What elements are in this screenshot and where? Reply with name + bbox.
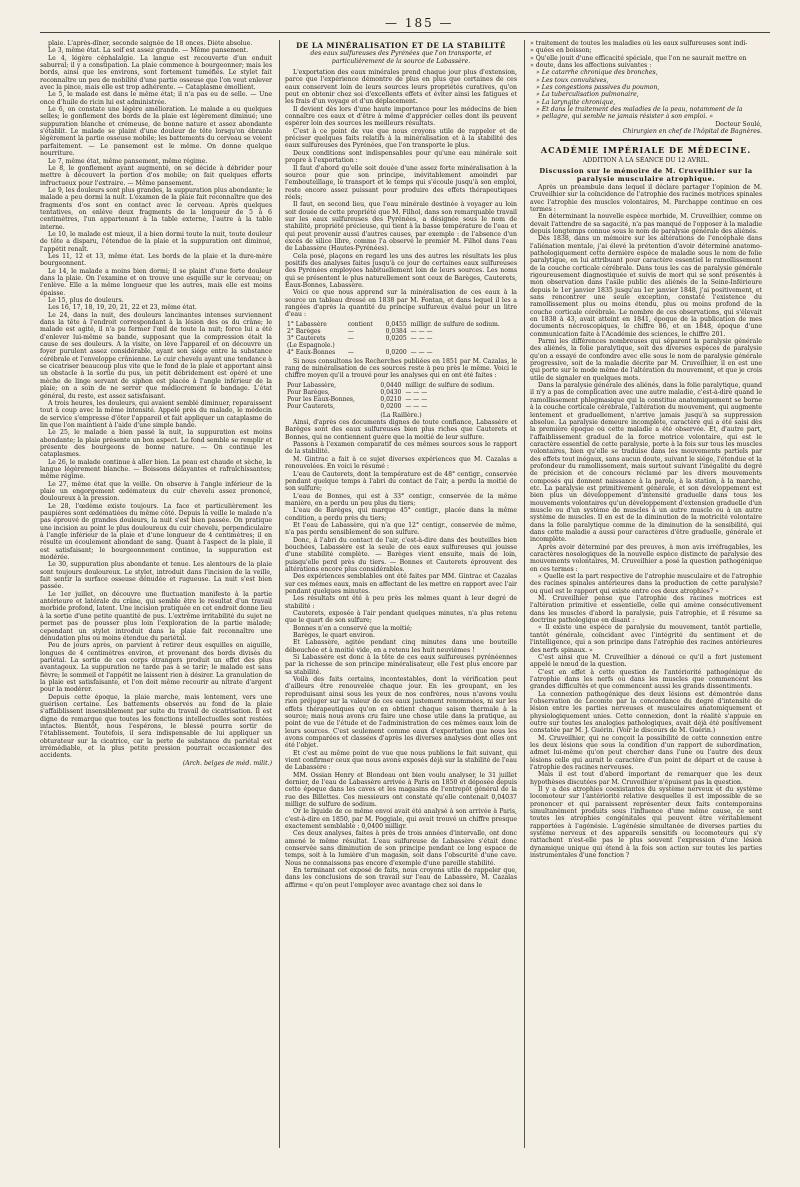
affection-item: » La tuberculisation pulmonaire, xyxy=(536,91,639,99)
session-heading: ADDITION À LA SÉANCE DU 12 AVRIL. xyxy=(582,156,710,164)
article-paragraph: Barèges, le quart environ. xyxy=(293,632,375,640)
article-paragraph: En terminant cet exposé de faits, nous croyons utile de rappeler que, dans les conclusions de son travail sur l'eau de Labassère, M. Cazalas affirme « qu'on peut l'employer avec avantage chez soi dans le xyxy=(285,867,517,889)
table-row xyxy=(285,321,517,328)
academy-paragraph: Il y a des atrophies coexistantes du système nerveux et du système locomoteur sur l'antériorité relative desquelles il est impossible de se prononcer et qui paraissent représenter deux faits contemporains simultanément produits sous l'influence d'une même cause, ce sont toutes les atrophies congénitales qui peuvent être véritablement rapportées à l'agénésie. L'agénésie simultanée de diverses parties du système nerveux et des appareils sensitifs ou locomoteurs qui s'y rattachent n'est-elle pas le plus souvent l'expression d'une lésion dynamique unique qui étend à la fois son action sur toutes les parties instrumentales d'une fonction ? xyxy=(530,786,762,860)
table-cell-unit: — — — xyxy=(405,388,428,396)
case-paragraph: Les 11, 12 et 13, même état. Les bords de la plaie et la dure-mère bourgeonnent. xyxy=(40,252,272,268)
case-paragraph: Le 24, dans la nuit, des douleurs lancinantes intenses surviennent dans la tête à l'endroit correspondant à la lésion des os du crâne; le malade est agité, il n'a pu fermer l'œil de toute la nuit; force lui a été d'enlever lui-même sa bande, supposant que la compression était la cause de ses douleurs. A la visite, on lève l'appareil et on découvre un foyer purulent assez considérable, ayant son siége entre la substance cérébrale et l'enveloppe crânienne. Le cuir chevelu ayant une tendance à se cicatriser beaucoup plus vite que le fond de la plaie et apportant ainsi un obstacle à la sortie du pus, un petit débridement est opéré et une mèche de linge servant de siphon est placée à l'angle inférieur de la plaie; on a soin de ne serrer que médiocrement le bandage. L'état général, du reste, est assez satisfaisant. xyxy=(40,311,272,400)
article-paragraph: Voilà des faits certains, incontestables, dont la vérification peut d'ailleurs être renouvelée chaque jour. En les groupant, en les reproduisant ainsi sous les yeux de nos confrères, nous n'avons voulu rien préjuger sur la valeur de ces eaux justement renommées, ni sur les effets thérapeutiques qu'on en obtient chaque saison thermale à la source; mais nous avons cru faire une chose utile dans la pratique, au point de vue de l'étude et de l'administration de ces mêmes eaux loin de leurs sources. C'est seulement comme eaux d'exportation que nous les avons comparées et classées d'après les diverses analyses dont elles ont été l'objet. xyxy=(285,676,517,750)
article-paragraph: Il faut, en second lieu, que l'eau minérale destinée à voyager au loin soit douée de cette propriété que M. Filhol, dans son remarquable travail sur les eaux sulfureuses des Pyrénées, a désignée sous le nom de stabilité, propriété précieuse, qui tient à la basse température de l'eau et qui peut provenir aussi d'autres causes, par exemple : de l'absence d'un excès de silice libre, comme l'a observé le premier M. Filhol dans l'eau de Labassère (Hautes-Pyrénées). xyxy=(285,201,517,253)
table-cell-unit: — — — xyxy=(410,334,433,342)
table-cell-value: 0,0430 xyxy=(380,388,402,396)
case-paragraph: Le 4, légère céphalalgie. La langue est recouverte d'un enduit saburral; il y a constipation. La plaie commence à bourgeonner; mais les bords, ainsi que les environs, sont fortement tuméfiés. Le stylet fait reconnaître un peu de mobilité d'une partie osseuse que l'on veut enlever avec la pince, mais elle est trop adhérente. — Cataplasme émollient. xyxy=(40,54,272,92)
case-paragraph: Le 1er juillet, on découvre une fluctuation manifeste à la partie antérieure et latérale du crâne, qui semble être le résultat d'un travail morbide profond, latent. Une incision pratiquée en cet endroit donne lieu à la sortie d'une petite quantité de pus. L'extrême irritabilité du sujet ne permet pas de pousser plus loin l'exploration de la partie malade; cependant un stylet introduit dans la plaie fait reconnaître une dénudation plus ou moins étendue du pariétal. xyxy=(40,590,272,642)
column-divider xyxy=(279,40,280,1148)
article-paragraph: Les résultats ont été à peu près les mêmes quant à leur degré de stabilité : xyxy=(285,595,517,610)
case-paragraph: Le 27, même état que la veille. On observe à l'angle inférieur de la plaie un engorgement œdémateux du cuir chevelu assez prononcé, douloureux à la pression. xyxy=(40,480,272,503)
newspaper-page xyxy=(40,12,770,1172)
table-note: (La Raillère.) xyxy=(380,411,422,419)
table-cell-name: 1° Labassère xyxy=(287,320,327,328)
affection-item: » La laryngite chronique, xyxy=(536,98,616,106)
academy-paragraph: « Il existe une espèce de paralysie du mouvement, tantôt partielle, tantôt générale, coïncidant avec l'intégrité du sentiment et de l'intelligence, qui a son principe dans l'atrophie des racines antérieures des nerfs spinaux. » xyxy=(530,624,762,654)
article-paragraph: Et Labassère, agitée pendant cinq minutes dans une bouteille débouchée et à moitié vide, en a retenu les huit neuvièmes ! xyxy=(285,639,517,654)
case-paragraph: Le 6, on constate une légère amélioration. Le malade a eu quelques selles; le gonflement des bords de la plaie est légèrement diminué; une suppuration blanche et crémeuse, de bonne nature et assez abondante s'établit. Le malade se plaint d'une douleur de tête lorsqu'on ébranle légèrement la partie osseuse mobile; les battements du cerveau se voient parfaitement. — Le pansement est le même. On donne quelque nourriture. xyxy=(40,106,272,158)
table-row xyxy=(285,349,517,356)
academy-paragraph: M. Cruveilhier, qui ne conçoit la possibilité de cette connexion entre les deux lésions que sous la condition d'un rapport de subordination, admet lui-même qu'on peut chercher dans l'une ou l'autre des deux lésions celle qui aurait le caractère d'un point de départ et de cause à l'atrophie des racines nerveuses. xyxy=(530,734,762,771)
quote-intro xyxy=(530,40,762,69)
article-paragraph: Si nous consultons les Recherches publiées en 1851 par M. Cazalas, le rang de minéralisation de ces sources reste à peu près le même. Voici le chiffre moyen qu'il a trouvé pour les analyses qui en ont été faites : xyxy=(285,357,517,380)
case-paragraph: plaie. L'après-dîner, seconde saignée de 18 onces. Diète absolue. xyxy=(48,40,253,47)
article-paragraph: Et l'eau de Labassère, qui n'a que 12° centigr., conservée de même, n'a pas perdu sensiblement de son sulfure. xyxy=(285,521,517,537)
article-paragraph: C'est à ce point de vue que nous croyons utile de rappeler et de préciser quelques faits relatifs à la minéralisation et à la stabilité des eaux sulfureuses des Pyrénées, que l'on transporte le plus. xyxy=(285,127,517,150)
table-cell-name: Pour Cauterets, xyxy=(287,402,335,410)
source-citation: (Arch. belges de méd. milit.) xyxy=(182,759,272,767)
article-paragraph: L'eau de Bonnes, qui est à 33° centigr., conservée de la même manière, en a perdu un peu plus du tiers; xyxy=(285,492,517,507)
case-paragraph: Peu de jours après, on parvient à retirer deux esquilles en aiguille, longues de 4 centimètres environ, et provenant des bords divisés du pariétal. La sortie de ces corps étrangers produit un effet des plus avantageux. La suppuration ne tarde pas à se tarir; le malade est sans fièvre; le sommeil et l'appétit ne laissent rien à désirer. La granulation de la plaie est satisfaisante, et l'on doit même recourir au nitrate d'argent pour la modérer. xyxy=(40,642,272,694)
table-cell-value: 0,0200 xyxy=(385,348,407,356)
page-number: — 185 — xyxy=(385,16,454,30)
case-paragraph: Le 3, même état. La soif est assez grande. — Même pansement. xyxy=(48,47,249,55)
table-cell-unit: — — — xyxy=(410,327,433,335)
article-paragraph: M. Gintrac a fait à ce sujet diverses expériences que M. Cazalas a renouvelées. En voici le résumé : xyxy=(285,455,517,471)
academy-paragraph: C'est en effet à cette question de l'antériorité pathogénique de l'atrophie dans les nerfs ou dans les muscles que commencent les grandes difficultés et que commencent aussi les grands dissentiments. xyxy=(530,668,762,691)
article-paragraph: Ainsi, d'après ces documents dignes de toute confiance, Labassère et Barèges sont des eaux sulfureuses bien plus riches que Cauterets et Bonnes, qui ne contiennent guère que la moitié de leur sulfure. xyxy=(285,419,517,441)
article-paragraph: Cauterets, exposée à l'air pendant quelques minutes, n'a plus retenu que le quart de son sulfure; xyxy=(285,610,517,625)
table-cell-value: 0,0455 xyxy=(385,320,407,328)
quote-line: » doute, dans les affections suivantes : xyxy=(530,62,652,70)
table-cell-unit: — — — xyxy=(405,395,428,403)
article-paragraph: Or le liquide de ce même envoi avait été analysé à son arrivée à Paris, c'est-à-dire en 1850, par M. Poggiale, qui avait trouvé un chiffre presque exactement semblable : 0,0400 milligr. xyxy=(285,808,517,830)
table-cell-name: 2° Barèges xyxy=(287,327,321,335)
article-paragraph: Il devient dès lors d'une haute importance pour les médecins de bien connaître ces eaux et d'être à même d'apprécier celles dont ils peuvent espérer loin des sources les meilleurs résultats. xyxy=(285,105,517,128)
case-paragraph: Le 25, le malade a bien passé la nuit, la suppuration est moins abondante; la plaie présente un bon aspect. Le fond semble se remplir et présente des bourgeons de bonne nature. — On continue les cataplasmes. xyxy=(40,429,272,459)
column-1 xyxy=(40,40,272,1148)
table-row xyxy=(285,382,517,389)
case-paragraph: Le 5, le malade est dans le même état; il n'a pas eu de selle. — Une once d'huile de ricin lui est administrée. xyxy=(40,91,272,106)
affection-item: » Les congestions passives du poumon, xyxy=(536,84,660,92)
article-paragraph: Donc, à l'abri du contact de l'air, c'est-à-dire dans des bouteilles bien bouchées, Labassère est la seule de ces eaux sulfureuses qui jouisse d'une stabilité complète. — Barèges vient ensuite, mais de loin, puisqu'elle perd près du tiers. — Bonnes et Cauterets éprouvent des altérations encore plus considérables. xyxy=(285,536,517,573)
table-cell-verb: — xyxy=(347,334,354,342)
header-rule xyxy=(40,32,770,33)
table-cell-verb: — xyxy=(347,327,354,335)
table-cell-name: Pour les Eaux-Bonnes, xyxy=(287,395,355,403)
article-paragraph: Ces deux analyses, faites à près de trois années d'intervalle, ont donc amené le même résultat. L'eau sulfureuse de Labassère s'était donc conservée sans diminution de son principe pendant ce long espace de temps, soit à la lumière d'un magasin, soit dans l'obscurité d'une cave. Nous ne connaissons pas encore d'exemple d'une pareille stabilité. xyxy=(285,830,517,867)
table-row xyxy=(285,396,517,403)
table-cell-name: Pour Labassère, xyxy=(287,381,337,389)
case-paragraph: Le 15, plus de douleurs. xyxy=(48,297,124,305)
table-row xyxy=(285,335,517,342)
academy-paragraph: La connexion pathogénique des deux lésions est démontrée dans l'observation de Lecomte par la concordance du degré d'intensité de lésion entre les parties nerveuses et musculaires anatomiquement et physiologiquement unies. Cette connexion, dont la réalité s'appuie en outre sur toutes les analogies pathologiques, avait déjà été positivement constatée par M. J. Guérin. (Voir le discours de M. Guérin.) xyxy=(530,690,762,735)
article-paragraph: Il faut d'abord qu'elle soit douée d'une assez forte minéralisation à la source pour que son principe, inévitablement amoindri par l'embouteillage, le transport et le temps qui s'écoule jusqu'à son emploi, reste encore assez puissant pour produire des effets thérapeutiques réels; xyxy=(285,164,517,201)
article-paragraph: Cela posé, plaçons en regard les uns des autres les résultats les plus positifs des analyses faites jusqu'à ce jour de certaines eaux sulfureuses des Pyrénées employées habituellement loin de leurs sources. Les noms qui se présentent le plus naturellement sont ceux de Barèges, Cauterets, Eaux-Bonnes, Labassère. xyxy=(285,252,517,289)
table-cell-unit: milligr. de sulfure de sodium. xyxy=(410,320,500,328)
affection-item: » Le catarrhe chronique des bronches, xyxy=(536,69,658,77)
column-3 xyxy=(530,40,762,1148)
table-cell-name: 4° Eaux-Bonnes xyxy=(287,348,336,356)
case-paragraph: Le 8, le gonflement ayant augmenté, on se décide à débrider pour mettre à découvert la portion d'os mobile; on fait quelques efforts infructueux pour l'extraire. — Même pansement. xyxy=(40,164,272,187)
article-body-a xyxy=(285,69,517,319)
table-cell-unit: — — — xyxy=(410,348,433,356)
case-paragraph: Le 28, l'œdème existe toujours. La face et particulièrement les paupières sont œdématiées du même côté. Depuis la veille le malade n'a pas éprouvé de grandes douleurs, la nuit s'est bien passée. On pratique une incision au point le plus douloureux du cuir chevelu, perpendiculaire à l'angle inférieur de la plaie et d'une longueur de 4 centimètres; il en résulte un écoulement abondant de sang. Quant à l'aspect de la plaie, il est satisfaisant; le bourgeonnement continue, la suppuration est modérée. xyxy=(40,502,272,562)
article-paragraph: Passons à l'examen comparatif de ces mêmes sources sous le rapport de la stabilité. xyxy=(285,441,517,456)
academy-paragraph: Après un préambule dans lequel il déclare partager l'opinion de M. Cruveilhier sur la coïncidence de l'atrophie des racines motrices spinales avec l'atrophie des muscles volontaires, M. Parchappe continue en ces termes : xyxy=(530,183,762,213)
section-separator xyxy=(560,139,732,141)
table-cell-value xyxy=(380,342,409,349)
article-paragraph: Des expériences semblables ont été faites par MM. Gintrac et Cazalas sur ces mêmes eaux, mais en affectant de les mettre en rapport avec l'air pendant quelques minutes. xyxy=(285,573,517,595)
quote-line: » traitement de toutes les maladies où les eaux sulfureuses sont indi- xyxy=(530,40,748,47)
table-cell-unit xyxy=(409,342,517,349)
article-paragraph: L'eau de Barèges, qui marque 45° centigr., placée dans la même condition, a perdu près du tiers; xyxy=(285,507,517,522)
academy-body xyxy=(530,184,762,860)
case-paragraph: Les 16, 17, 18, 19, 20, 21, 22 et 23, même état. xyxy=(48,304,197,312)
academy-paragraph: En déterminant la nouvelle espèce morbide, M. Cruveilhier, comme on devait l'attendre de sa sagacité, n'a pas manqué de l'opposer à la maladie depuis longtemps connue sous le nom de paralysie générale des aliénés. xyxy=(530,213,762,235)
discussion-heading: Discussion sur le mémoire de M. Cruveilhier sur la paralysie musculaire atrophique. xyxy=(539,167,753,183)
academy-paragraph: C'est ainsi que M. Cruveilhier a dénoué ce qu'il a fort justement appelé le nœud de la question. xyxy=(530,653,762,669)
case-paragraph: Le 7, même état, même pansement, même régime. xyxy=(48,157,208,165)
academy-heading: ACADÉMIE IMPÉRIALE DE MÉDECINE. xyxy=(540,145,752,156)
academy-paragraph: M. Cruveilhier pense que l'atrophie des racines motrices est l'altération primitive et essentielle, celle qui amène consécutivement dans les muscles d'abord la paralysie, puis l'atrophie, et il résume sa doctrine pathologique en disant : xyxy=(530,595,762,625)
table-cell-value: 0,0440 xyxy=(380,381,402,389)
table-cell-unit: — — — xyxy=(405,402,428,410)
affection-item: » Les toux convulsives, xyxy=(536,76,609,84)
academy-paragraph: Dès 1838, dans un mémoire sur les altérations de l'encéphale dans l'aliénation mentale, j'ai élevé la prétention d'avoir déterminé anatomo-pathologiquement cette dernière espèce de maladie sous le nom de folie paralytique, en lui attribuant pour caractère essentiel le ramollissement de la couche corticale cérébrale. Dans tous les cas de paralysie générale rigoureusement diagnostiquée et suivis de mort qui se sont présentés à mon observation dans l'asile public des aliénés de la Seine-Inférieure depuis le 1er janvier 1835 jusqu'au 1er janvier 1848, j'ai positivement, et sans rencontrer une seule exception, constaté l'existence du ramollissement plus ou moins étendu, plus ou moins profond de la couche corticale cérébrale. Le nombre de ces observations, qui s'élevait en 1838 à 43, avait atteint en 1841, époque de la publication de mes documents nécroscopiques, le chiffre 86, et en 1848, époque d'une communication faite à l'Académie des sciences, le chiffre 201. xyxy=(530,235,762,338)
case-paragraph: Le 14, le malade a moins bien dormi; il se plaint d'une forte douleur dans la plaie. On l'examine et on trouve une esquille sur le cerveau; on l'enlève. Elle a la même longueur que les autres, mais elle est moins épaisse. xyxy=(40,267,272,297)
affection-item: » Et dans le traitement des maladies de la peau, notamment de la xyxy=(536,106,743,114)
article-paragraph: MM. Ossian Henry et Blondeau ont bien voulu analyser, le 31 juillet dernier, de l'eau de Labassère arrivée à Paris en 1850 et déposée depuis cette époque dans les caves et les magasins de l'entrepôt général de la rue des Billettes. Ces messieurs ont constaté qu'elle contenait 0,04037 milligr. de sulfure de sodium. xyxy=(285,771,517,808)
article-paragraph: L'exportation des eaux minérales prend chaque jour plus d'extension, parce que l'expérience démontre de plus en plus que certaines de ces eaux conservent loin de leurs sources leurs propriétés curatives, qu'on peut en obtenir chez soi d'excellents effets et éviter ainsi les fatigues et les frais d'un voyage et d'un déplacement. xyxy=(285,69,517,106)
quote-line: » quées en boisson; xyxy=(530,47,592,55)
table-cell-unit: milligr. de sulfure de sodium. xyxy=(405,381,495,389)
table-row xyxy=(285,403,517,410)
table-cell-name: Pour Barèges, xyxy=(287,388,330,396)
article-subtitle: des eaux sulfureuses des Pyrénées que l'on transporte, et particulièrement de la source de Labassère. xyxy=(310,50,492,65)
table-cell-name: (Le Espagnole.) xyxy=(287,341,335,349)
article-paragraph: Deux conditions sont indispensables pour qu'une eau minérale soit propre à l'exportation : xyxy=(285,149,517,165)
academy-paragraph: Dans la paralysie générale des aliénés, dans la folie paralytique, quand il n'y a pas de complication avec une autre maladie, c'est-à-dire quand le ramollissement phlegmasique qui la constitue anatomiquement se borne à la couche corticale cérébrale, l'altération du mouvement, qui augmente lentement et graduellement, n'arrive jamais jusqu'à sa suppression absolue. La paralysie demeure incomplète, caractère qui a été saisi dès la première époque où cette maladie a été observée. Et, d'autre part, l'affaiblissement graduel de la force motrice volontaire, qui est le caractère essentiel de cette paralysie, porte à la fois sur tous les muscles volontaires, bien qu'elle se traduise dans les mouvements partiels par des effets tout inégaux, sans aucun doute, suivant le siége, l'étendue et la profondeur du ramollissement, mais surtout suivant l'inégalité du degré de précision et de concours réclamé par les divers mouvements composés qui donnent naissance à la parole, à la station, à la marche, etc. La paralysie est primitivement générale, et son développement est bien plus un développement d'intensité graduelle dans tous les mouvements volontaires qu'un développement d'extension graduelle d'un muscle ou d'un système de muscles à un autre muscle ou à un autre système de muscles. Il en est de la diminution de la motricité volontaire dans la folie paralytique comme de la diminution de la sensibilité, qui dans cette maladie a aussi pour caractères d'être graduelle, générale et incomplète. xyxy=(530,382,762,544)
mineralisation-table-cazalas xyxy=(285,382,517,410)
table-cell-value: 0,0210 xyxy=(380,395,402,403)
case-paragraph: Le 26, le malade continue à aller bien. La peau est chaude et sèche, la langue légèrement blanche. — Boissons délayantes et rafraîchissantes; même régime. xyxy=(40,458,272,481)
signature: Docteur Soulé, xyxy=(715,120,762,128)
article-paragraph: Et c'est au même point de vue que nous publions le fait suivant, qui vient confirmer ceux que nous avons exposés déjà sur la stabilité de l'eau de Labassère : xyxy=(285,749,517,772)
academy-paragraph: « Quelle est la part respective de l'atrophie musculaire et de l'atrophie des racines spinales antérieures dans la production de cette paralysie? ou quel est le rapport qui existe entre ces deux atrophies? » xyxy=(530,573,762,595)
signature-role: Chirurgien en chef de l'hôpital de Bagnères. xyxy=(622,128,762,136)
article-paragraph: Voici ce que nous apprend sur la minéralisation de ces eaux à la source un tableau dressé en 1838 par M. Fontan, et dans lequel il les a rangées d'après la quantité du principe sulfureux évalué pour un litre d'eau : xyxy=(285,289,517,319)
table-row xyxy=(285,342,517,349)
affections-list xyxy=(530,69,762,120)
column-divider xyxy=(524,40,525,1148)
table-cell-value: 0,0200 xyxy=(380,402,402,410)
table-cell-name: 3° Cauterets xyxy=(287,334,326,342)
academy-paragraph: Parmi les différences nombreuses qui séparent la paralysie générale des aliénés, la folie paralytique, soit des diverses espèces de paralysie qu'on a essayé de confondre avec elle sous le nom de paralysie générale progressive, soit de la maladie décrite par M. Cruveilhier, il en est une qui porte sur le mode même de l'altération du mouvement, et que je crois utile de signaler en quelques mots. xyxy=(530,338,762,382)
article-paragraph: Bonnes n'en a conservé que la moitié; xyxy=(293,624,413,632)
case-paragraph: Depuis cette époque, la plaie marche, mais lentement, vers une guérison certaine. Les battements observés au fond de la plaie s'affaiblissent insensiblement par suite du travail de cicatrisation. Il est digne de remarque que toutes les fonctions intellectuelles sont restées intactes. Bientôt, nous l'espérons, le blessé pourra sortir de l'établissement. Toutefois, il sera indispensable de lui appliquer un obturateur sur la cicatrice, car la perte de substance du pariétal est irrémédiable, et la plus petite pression pourrait occasionner des accidents. xyxy=(40,693,272,760)
academy-paragraph: Mais il est tout d'abord important de remarquer que les deux hypothèses discutées par M. Cruveilhier n'épuisent pas la question. xyxy=(530,771,762,786)
case-paragraph: A trois heures, les douleurs, qui avaient semblé diminuer, reparaissent tout à coup avec la même intensité. Appelé près du malade, le médecin de service s'empresse d'ôter l'appareil et fait appliquer un cataplasme de lin que l'on maintient à l'aide d'une simple bande. xyxy=(40,399,272,429)
article-paragraph: Si Labassère est donc à la tête de ces eaux sulfureuses pyrénéennes par la richesse de son principe minéralisateur, elle l'est plus encore par sa stabilité. xyxy=(285,654,517,676)
case-paragraph: Le 9, les douleurs sont plus grandes, la suppuration plus abondante; le malade a peu dormi la nuit. L'examen de la plaie fait reconnaître que des fragments d'os sont en contact avec le cerveau. Après quelques tentatives, on enlève deux fragments de la longueur de 5 à 6 centimètres, l'un appartenant à la table externe, l'autre à la table interne. xyxy=(40,186,272,231)
case-paragraph: Le 30, suppuration plus abondante et tenue. Les alentours de la plaie sont toujours douloureux. Le stylet, introduit dans l'incision de la veille, fait sentir la surface osseuse dénudée et rugueuse. La nuit s'est bien passée. xyxy=(40,561,272,591)
academy-paragraph: Après avoir déterminé par des preuves, à mon avis irréfragables, les caractères nosologiques de la nouvelle espèce distincte de paralysie des mouvements volontaires, M. Cruveilhier a posé la question pathogénique en ces termes : xyxy=(530,543,762,573)
affection-item: » pellagre, qui semble ne jamais résister à son emploi. » xyxy=(536,113,714,121)
table-cell-verb xyxy=(346,342,380,349)
table-cell-value: 0,0384 xyxy=(385,327,407,335)
table-cell-verb: contient xyxy=(347,320,373,328)
article-title: DE LA MINÉRALISATION ET DE LA STABILITÉ xyxy=(296,41,506,50)
column-2 xyxy=(285,40,517,1148)
table-cell-value: 0,0205 xyxy=(385,334,407,342)
table-row xyxy=(285,389,517,396)
table-cell-verb: — xyxy=(347,348,354,356)
article-body-c xyxy=(285,419,517,889)
mineralisation-table-fontan xyxy=(285,321,517,356)
table-row xyxy=(285,328,517,335)
case-paragraph: Le 10, le malade est mieux, il a bien dormi toute la nuit, toute douleur de tête a disparu, l'étendue de la plaie et la suppuration ont diminué, l'appétit renaît. xyxy=(40,230,272,253)
quote-line: » Qu'elle jouit d'une efficacité spéciale, que l'on ne saurait mettre en xyxy=(530,54,747,62)
article-paragraph: L'eau de Cauterets, dont la température est de 48° centigr., conservée pendant quelque temps à l'abri du contact de l'air, a perdu la moitié de son sulfure; xyxy=(285,470,517,493)
